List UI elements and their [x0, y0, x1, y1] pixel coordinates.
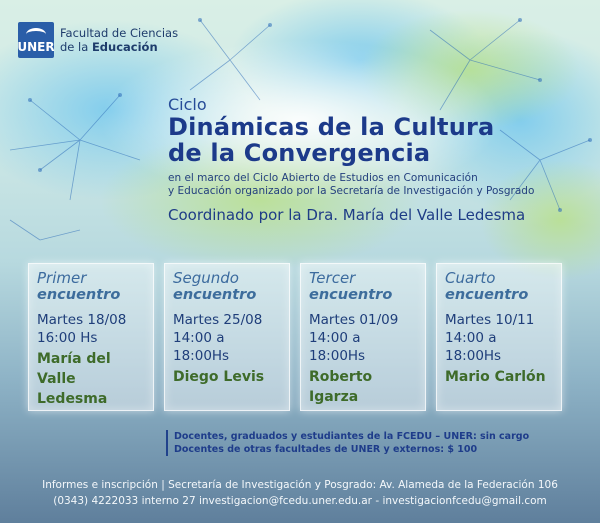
- meeting-date: Martes 01/09: [309, 312, 399, 328]
- meeting-date: Martes 10/11: [445, 312, 535, 328]
- faculty-name-line1: Facultad de Ciencias: [60, 26, 179, 40]
- meeting-speaker: Diego Levis: [173, 369, 265, 385]
- meeting-speaker: María del Valle: [37, 351, 111, 387]
- fee-line-paid: Docentes de otras facultades de UNER y externos: $ 100: [174, 444, 478, 455]
- meeting-label: encuentro: [309, 287, 393, 303]
- meeting-speaker: Roberto Igarza: [309, 369, 373, 405]
- event-title-line1: Dinámicas de la Cultura: [168, 113, 495, 141]
- meeting-time: 14:00 a 18:00Hs: [173, 330, 230, 364]
- meeting-card-4: [436, 263, 562, 411]
- meeting-label: encuentro: [445, 287, 529, 303]
- cycle-label: Ciclo: [168, 95, 207, 114]
- meeting-date: Martes 25/08: [173, 312, 263, 328]
- uner-logo-mark: UNER: [18, 22, 54, 58]
- contact-address: Informes e inscripción | Secretaría de Investigación y Posgrado: Av. Alameda de la Federación 106: [42, 479, 558, 491]
- contact-phone-email: (0343) 4222033 interno 27 investigacion@fcedu.uner.edu.ar - investigacionfcedu@gmail.com: [53, 495, 547, 507]
- meeting-card-2: [164, 263, 290, 411]
- meeting-ordinal: Primer: [37, 269, 87, 287]
- faculty-name-line2: de la Educación: [60, 40, 158, 54]
- meeting-ordinal: Segundo: [173, 269, 239, 287]
- event-subtitle-line1: en el marco del Ciclo Abierto de Estudios en Comunicación: [168, 172, 478, 184]
- registration-fees: [166, 430, 529, 456]
- meeting-time: 14:00 a 18:00Hs: [445, 330, 502, 364]
- meeting-date: Martes 18/08: [37, 312, 127, 328]
- meeting-speaker: Mario Carlón: [445, 369, 546, 385]
- fee-line-free: Docentes, graduados y estudiantes de la FCEDU – UNER: sin cargo: [174, 431, 530, 442]
- uner-logo: [18, 22, 178, 58]
- meeting-card-3: [300, 263, 426, 411]
- meeting-time: 16:00 Hs: [37, 330, 98, 346]
- coordinator: Coordinado por la Dra. María del Valle Ledesma: [168, 206, 526, 224]
- meeting-ordinal: Cuarto: [445, 269, 496, 287]
- meeting-label: encuentro: [37, 287, 121, 303]
- faculty-name: [60, 26, 178, 54]
- event-header: [168, 95, 534, 224]
- meeting-label: encuentro: [173, 287, 257, 303]
- meeting-ordinal: Tercer: [309, 269, 356, 287]
- meetings-list: [28, 263, 562, 411]
- event-subtitle-line2: y Educación organizado por la Secretaría de Investigación y Posgrado: [168, 185, 535, 197]
- meeting-speaker-cont: Ledesma: [37, 391, 108, 407]
- event-title-line2: de la Convergencia: [168, 139, 431, 167]
- contact-info: [0, 477, 600, 509]
- meeting-card-1: [28, 263, 154, 411]
- meeting-time: 14:00 a 18:00Hs: [309, 330, 366, 364]
